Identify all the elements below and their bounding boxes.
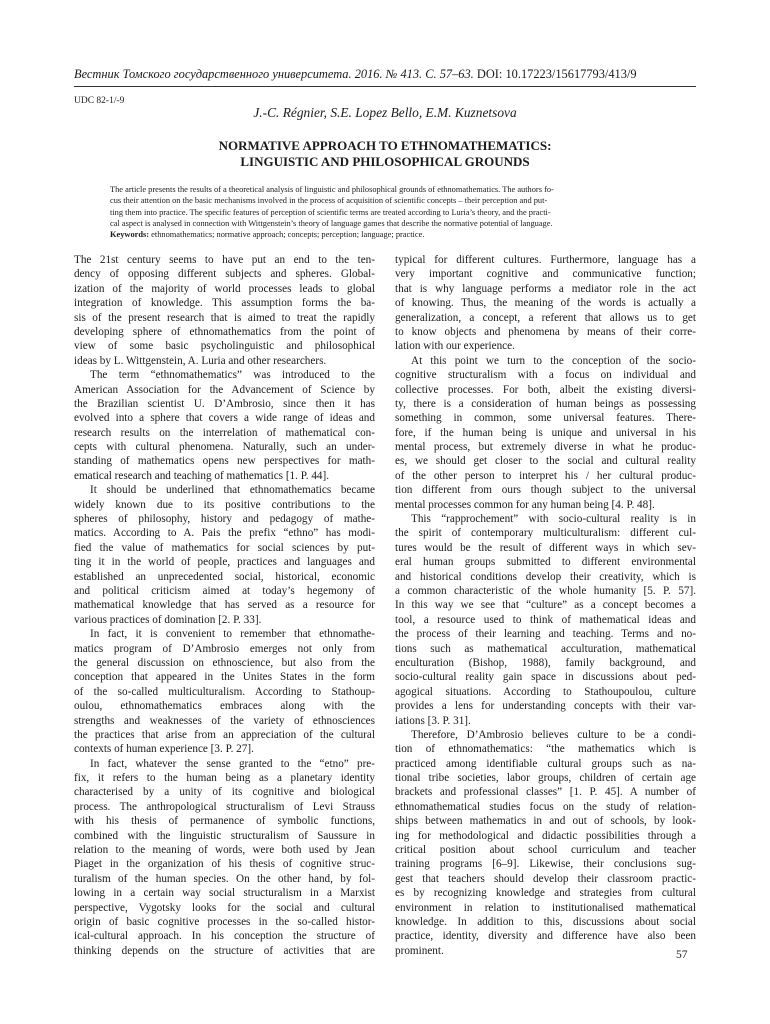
text-line: various practices of domination [2. P. 33].: [74, 613, 262, 626]
text-line: tures would be the result of different ways in which sev-: [395, 541, 696, 554]
text-line: the Brazilian scientist U. D’Ambrosio, since then it has: [74, 397, 375, 410]
text-line: cognitive structuralism with a focus on individual and: [395, 369, 696, 382]
title-line: LINGUISTIC AND PHILOSOPHICAL GROUNDS: [240, 154, 530, 169]
text-line: es, we should get closer to the social and cultural reality: [395, 455, 696, 468]
text-line: spheres of philosophy, history and pedagogy of mathe-: [74, 513, 375, 526]
text-line: that is why language performs a mediator role in the act: [395, 282, 696, 295]
right-column: [395, 253, 696, 958]
text-line: tion of ethnomathematics: “the mathematics which is: [395, 743, 696, 756]
text-line: fix, it refers to the human being as a planetary identity: [74, 772, 375, 785]
text-line: ization of the majority of world processes leads to global: [74, 282, 375, 295]
text-line: perspective, Vygotsky looks for the social and cultural: [74, 901, 375, 914]
text-line: cepts with cultural phenomena. Naturally, such an under-: [74, 441, 375, 454]
text-line: view of some basic psycholinguistic and philosophical: [74, 340, 375, 353]
text-line: to know objects and phenomena by means of their corre-: [395, 325, 696, 338]
text-line: characterised by a unity of its cognitive and biological: [74, 786, 375, 799]
text-line: strengths and weaknesses of the variety of ethnosciences: [74, 714, 375, 727]
text-line: Piaget in the organization of his thesis of cognitive struc-: [74, 858, 375, 871]
text-line: of knowing. Thus, the meaning of the words is actually a: [395, 297, 696, 310]
text-line: mental process, but extremely diverse in what he produc-: [395, 441, 696, 454]
text-line: At this point we turn to the conception of the socio-: [411, 354, 696, 367]
text-line: of the other person to interpret his / her cultural produc-: [395, 469, 696, 482]
text-line: something in common, some universal features. There-: [395, 412, 696, 425]
text-line: typical for different cultures. Furthermore, language has a: [395, 254, 696, 266]
abstract-line: The article presents the results of a theoretical analysis of linguistic and philosophical grounds of ethnomathematics. The authors fo-: [110, 185, 554, 194]
text-line: ideas by L. Wittgenstein, A. Luria and other researchers.: [74, 354, 327, 367]
text-line: ing for methodological and didactic possibilities through a: [395, 829, 696, 842]
text-line: ematical research and teaching of mathematics [1. P. 44].: [74, 469, 330, 482]
text-line: research results on the interrelation of mathematical con-: [74, 426, 375, 439]
text-line: practiced among identifiable cultural groups such as na-: [395, 757, 696, 770]
text-line: and political criticism aimed at today’s hegemony of: [74, 584, 375, 597]
text-line: fied the value of mathematics for social sciences by put-: [74, 541, 375, 554]
text-line: and historical conditions develop their creativity, which is: [395, 570, 696, 583]
text-line: of the so-called multiculturalism. According to Stathoup-: [74, 685, 375, 698]
text-line: a common characteristic of the whole humanity [5. P. 57].: [395, 584, 696, 597]
text-line: mathematical knowledge that has served as a resource for: [74, 599, 375, 612]
text-line: In this way we see that “culture” as a concept becomes a: [395, 599, 696, 612]
left-column: [74, 253, 375, 958]
text-line: Therefore, D’Ambrosio believes culture to be a condi-: [411, 728, 696, 741]
text-line: ty, there is a consideration of human beings as possessing: [395, 397, 696, 410]
text-line: standing of mathematics opens new perspectives for math-: [74, 455, 375, 468]
journal-citation: Вестник Томского государственного университета. 2016. № 413. С. 57–63.: [74, 67, 474, 81]
keywords-list: ethnomathematics; normative approach; concepts; perception; language; practice.: [149, 230, 425, 240]
text-line: dency of opposing different subjects and spheres. Global-: [74, 268, 375, 281]
text-line: established an unprecedented social, historical, economic: [74, 570, 375, 583]
text-line: ships between mathematics in and out of schools, by look-: [395, 815, 696, 828]
text-line: ethnomathematical studies focus on the study of relation-: [395, 800, 696, 813]
text-line: contexts of human experience [3. P. 27].: [74, 743, 254, 756]
abstract-line: ting them into practice. The specific features of perception of scientific terms are treated according to Luria’s theory, and the practi-: [110, 207, 551, 217]
text-line: knowledge. In addition to this, discussions about social: [395, 915, 696, 928]
text-line: tion different from ours though subject to the universal: [395, 484, 696, 497]
text-line: generalization, a concept, a referent that allows us to get: [395, 311, 696, 324]
header-rule: [74, 86, 696, 87]
text-line: American Association for the Advancement of Science by: [74, 383, 375, 396]
text-line: critical position about school curriculum and teacher: [395, 844, 696, 857]
text-line: relation to the meaning of words, were both used by Jean: [74, 844, 375, 857]
text-line: iations [3. P. 31].: [395, 714, 471, 727]
text-line: enculturation (Bishop, 1988), family background, and: [395, 656, 696, 669]
text-line: thinking depends on the structure of activities that are: [74, 944, 375, 957]
abstract: [110, 184, 658, 240]
text-line: es by recognizing knowledge and strategies from cultural: [395, 887, 696, 900]
text-line: agogical situations. According to Stathoupoulou, culture: [395, 685, 696, 698]
text-line: gest that teachers should develop their classroom practic-: [395, 872, 696, 885]
text-line: conception that appeared in the Unites States in the form: [74, 671, 375, 684]
text-line: The 21st century seems to have put an end to the ten-: [74, 254, 375, 266]
text-line: the spirit of contemporary multiculturalism: different cul-: [395, 527, 696, 540]
authors: J.-C. Régnier, S.E. Lopez Bello, E.M. Kuznetsova: [253, 105, 517, 120]
text-line: ting it in the world of people, practices and languages and: [74, 556, 375, 569]
text-line: In fact, it is convenient to remember that ethnomathe-: [90, 628, 375, 641]
text-line: lowing in a certain way social structuralism in a Marxist: [74, 887, 375, 900]
text-line: matics. According to A. Pais the prefix “ethno” has modi-: [74, 527, 375, 540]
text-line: collective processes. For both, albeit the existing diversi-: [395, 383, 696, 396]
text-line: combined with the linguistic structuralism of Saussure in: [74, 829, 375, 842]
text-line: This “rapprochement” with socio-cultural reality is in: [411, 513, 696, 526]
text-line: evolved into a sphere that covers a wide range of ideas and: [74, 412, 375, 425]
text-line: process. The anthropological structuralism of Levi Strauss: [74, 800, 375, 813]
text-line: In fact, whatever the sense granted to the “etno” pre-: [90, 757, 375, 770]
keywords-label: Keywords:: [110, 230, 150, 240]
text-line: the practices that arise from an appreciation of the cultural: [74, 728, 375, 741]
page-number: 57: [676, 949, 688, 961]
text-line: matics program of D’Ambrosio emerges not only from: [74, 642, 375, 655]
text-line: environment in relation to institutionalised mathematical: [395, 901, 696, 914]
text-line: integration of knowledge. This assumption forms the ba-: [74, 297, 375, 310]
text-line: mental processes common for any human being [4. P. 48].: [395, 498, 655, 511]
text-line: The term “ethnomathematics” was introduced to the: [90, 369, 375, 382]
text-line: very important cognitive and communicative function;: [395, 268, 696, 281]
text-line: with his thesis of permanence of symbolic functions,: [74, 815, 375, 828]
text-line: eral human groups submitted to different environmental: [395, 556, 696, 569]
text-line: brackets and professional classes” [1. P. 45]. A number of: [395, 786, 696, 799]
abstract-line: cal aspect is analysed in connection with Wittgenstein’s theory of language games that describe the normative potential of language.: [110, 218, 553, 228]
text-line: developing sphere of ethnomathematics from the point of: [74, 325, 375, 338]
article-title: [74, 138, 696, 170]
text-line: lation with our experience.: [395, 340, 515, 353]
text-line: ical-cultural approach. In his conception the structure of: [74, 930, 375, 943]
abstract-line: cus their attention on the basic mechanisms involved in the process of acquisition of scientific concepts – their perception and put-: [110, 196, 548, 206]
title-line: NORMATIVE APPROACH TO ETHNOMATHEMATICS:: [218, 138, 552, 153]
text-line: the process of their learning and teaching. Terms and no-: [395, 628, 696, 641]
doi-text: DOI: 10.17223/15617793/413/9: [476, 67, 637, 81]
text-line: oulou, ethnomathematics embraces along with the: [74, 700, 375, 713]
text-line: training programs [6–9]. Likewise, their conclusions sug-: [395, 858, 696, 871]
text-line: provides a lens for understanding concepts with their var-: [395, 700, 696, 713]
journal-header: [74, 67, 714, 82]
keywords: [110, 229, 658, 240]
text-line: socio-cultural reality gain space in discussions about ped-: [395, 671, 696, 684]
text-line: sis of the present research that is aimed to treat the rapidly: [74, 311, 375, 324]
text-line: origin of basic cognitive processes in the so-called histor-: [74, 915, 375, 928]
text-line: the general discussion on ethnoscience, but also from the: [74, 656, 375, 669]
text-line: tional tribe societies, labor groups, children of certain age: [395, 772, 696, 785]
text-line: tions such as mathematical acculturation, mathematical: [395, 642, 696, 655]
text-line: practice, identity, diversity and difference have also been: [395, 930, 696, 943]
text-line: turalism of the human species. On the other hand, by fol-: [74, 872, 375, 885]
text-line: prominent.: [395, 944, 444, 957]
text-line: fore, if the human being is unique and universal in his: [395, 426, 696, 439]
text-line: widely known due to its positive contributions to the: [74, 498, 375, 511]
text-line: It should be underlined that ethnomathematics became: [90, 484, 375, 497]
text-line: tool, a resource used to think of mathematical ideas and: [395, 613, 696, 626]
udc-code: UDC 82-1/-9: [74, 96, 125, 106]
